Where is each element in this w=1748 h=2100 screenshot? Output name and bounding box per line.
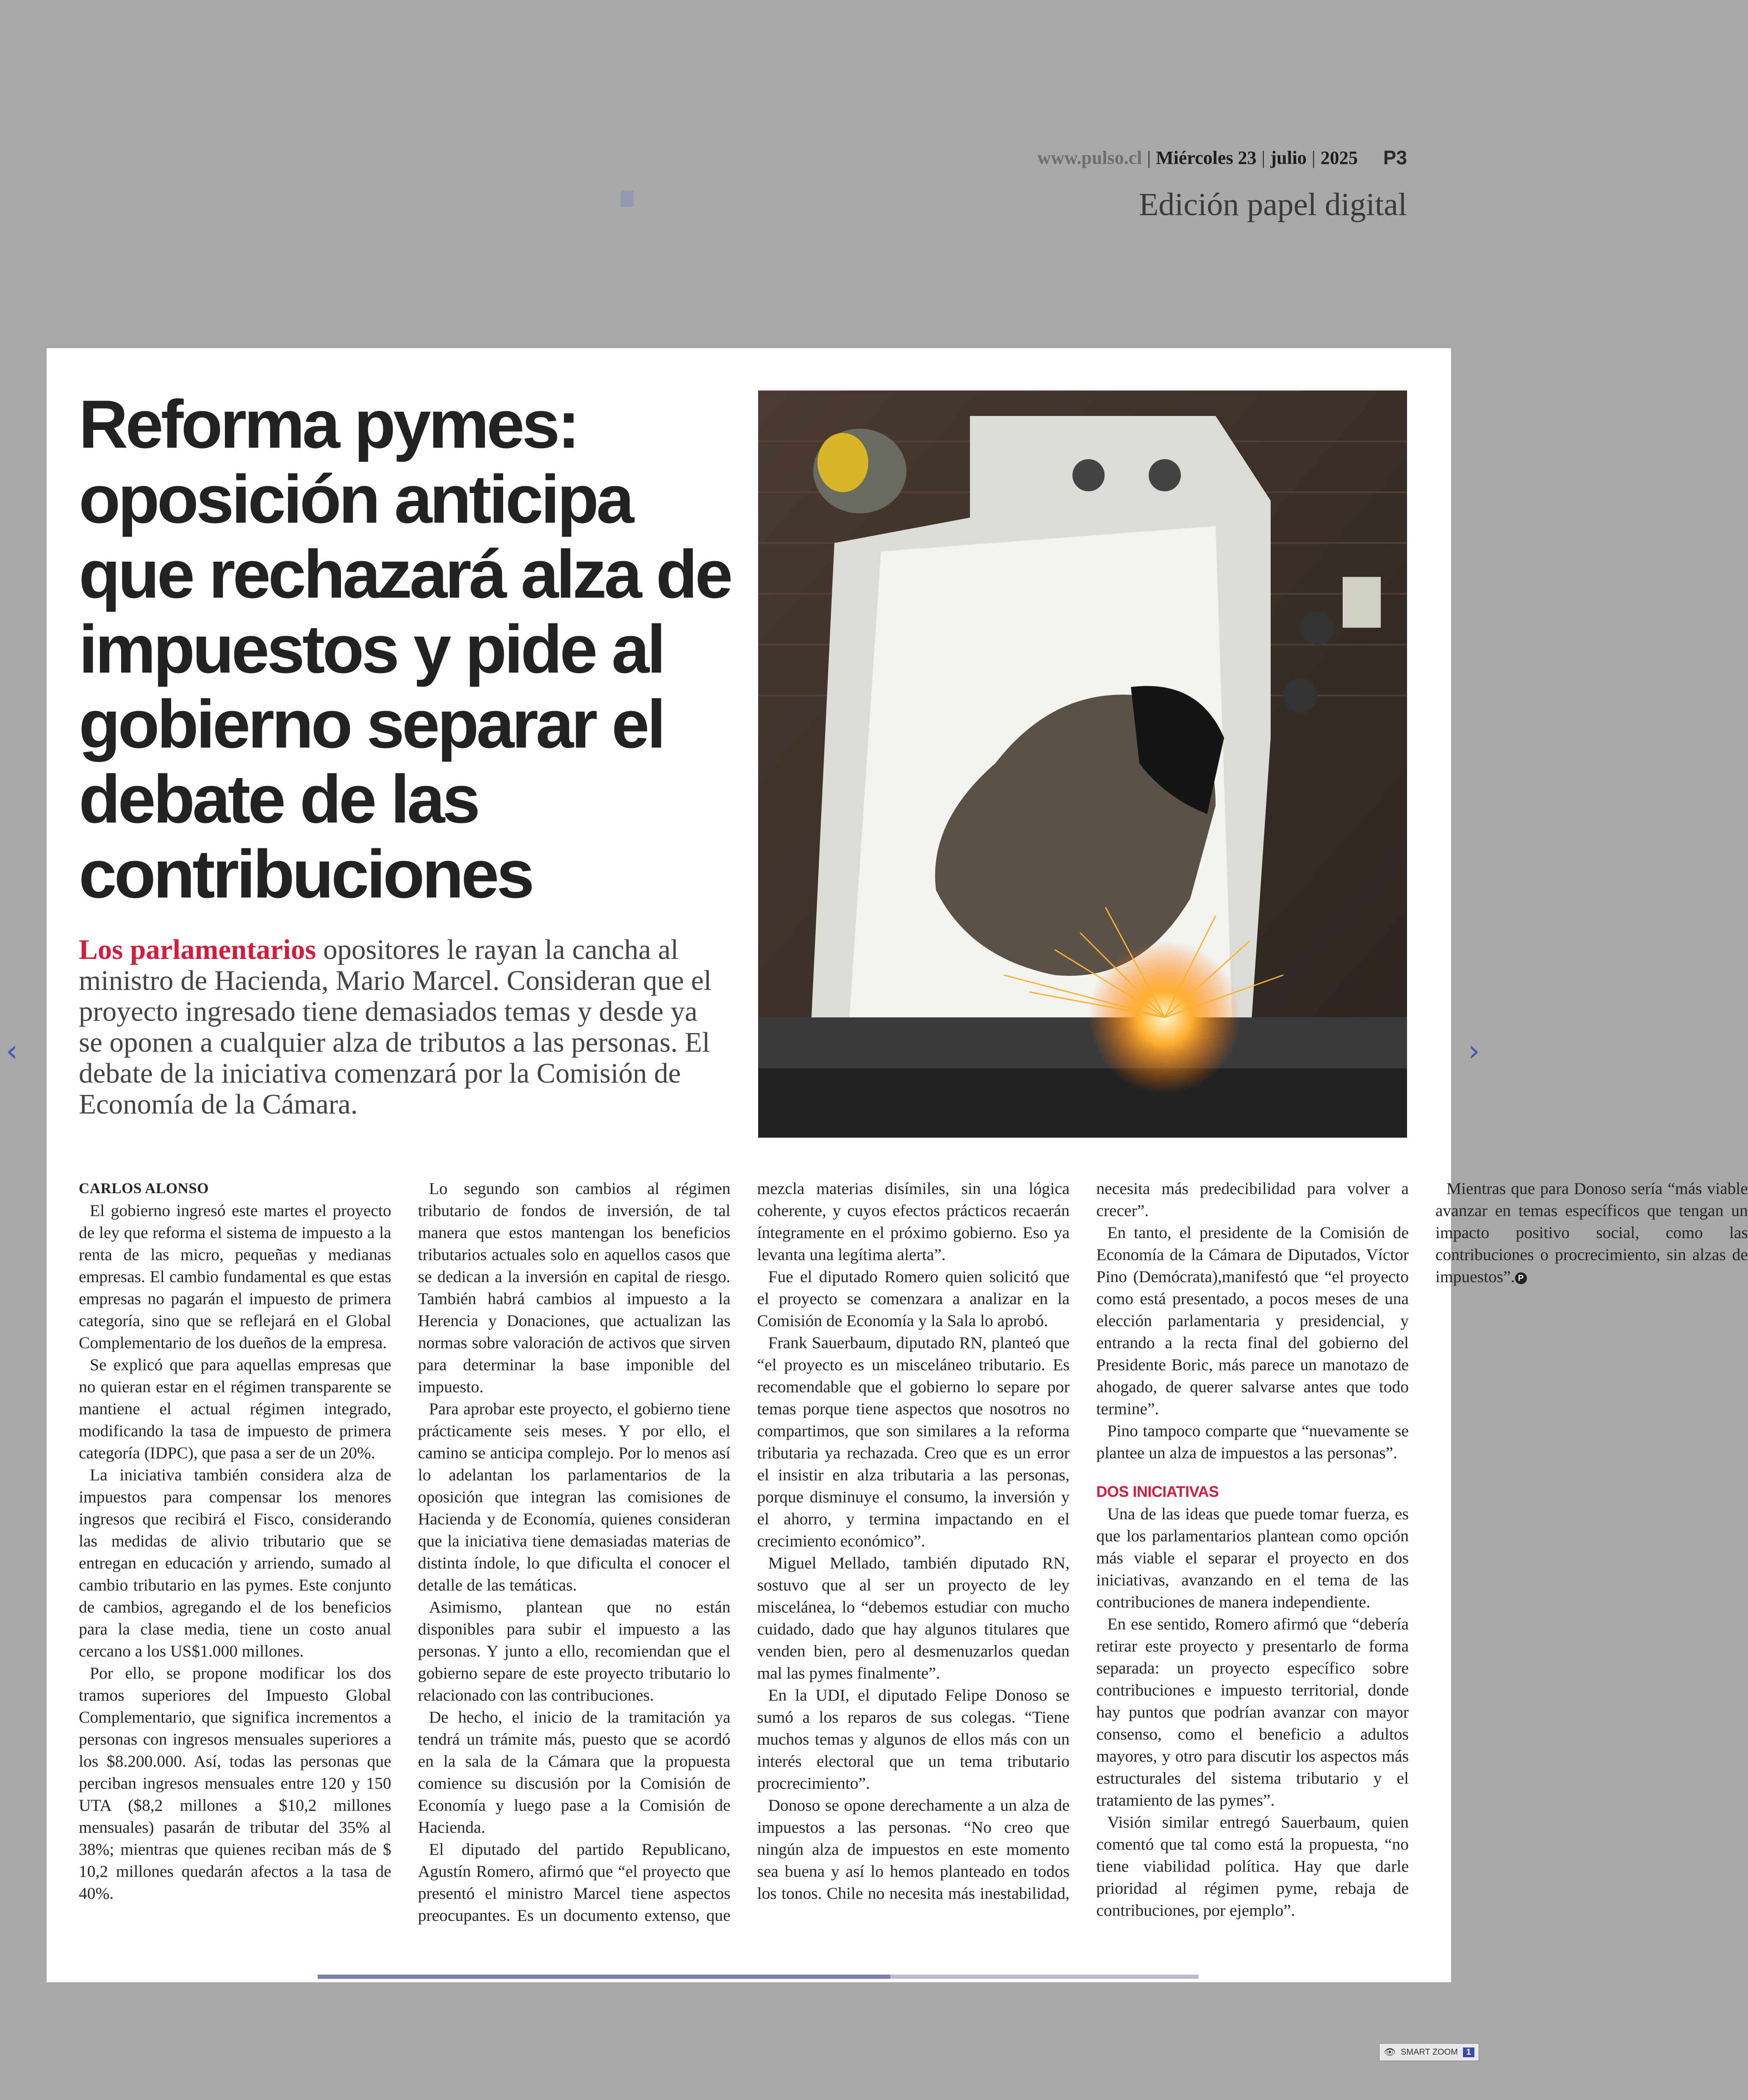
header-year: 2025 xyxy=(1320,147,1358,168)
bookmark-icon[interactable] xyxy=(621,191,634,207)
next-page-icon[interactable]: › xyxy=(1468,1033,1480,1068)
article-paragraph: Se explicó que para aquellas empresas que no quieran estar en el régimen transparente se mantiene el actual régimen integrado, modificando la tasa de impuesto de primera categoría (IDPC), que pasa a ser de un 20%. xyxy=(79,1355,391,1462)
article-paragraph: Pino tampoco comparte que “nuevamente se plantee un alza de impuestos a las personas”. xyxy=(1096,1421,1409,1462)
page-number: P3 xyxy=(1383,147,1407,169)
byline: CARLOS ALONSO xyxy=(79,1180,209,1197)
article-paragraph: Asimismo, plantean que no están disponibles para subir el impuesto a las personas. Y junto a ello, recomiendan que el gobierno separe de este proyecto tributario lo relacionado con las contribuciones. xyxy=(418,1598,731,1704)
article-paragraph: La iniciativa también considera alza de impuestos para compensar los menores ingresos que recibirá el Fisco, considerando las medidas de alivio tributario que se entregan en educación y arriendo, sumado al cambio tributario en las pymes. Este conjunto de cambios, agregando el de los beneficios para la clase media, tiene un costo anual cercano a los US$1.000 millones. xyxy=(79,1466,391,1660)
separator: | xyxy=(1311,147,1316,168)
article-paragraph: Miguel Mellado, también diputado RN, sostuvo que al ser un proyecto de ley miscelánea, lo “debemos estudiar con mucho cuidado, dado que hay algunos titulares que venden bien, pero al desmenuzarlos quedan mal las pymes finalmente”. xyxy=(757,1554,1070,1682)
page-header-line xyxy=(1037,146,1407,169)
reading-progress-fill xyxy=(318,1975,890,1979)
article-body xyxy=(79,1177,1748,1940)
article-headline: Reforma pymes: oposición anticipa que rechazará alza de impuestos y pide al gobierno separar el debate de las contribuciones xyxy=(79,386,731,912)
article-paragraph: Por ello, se propone modificar los dos tramos superiores del Impuesto Global Complementario, que significa incrementos a personas con ingresos mensuales superiores a los $8.200.000. Así, todas las personas que perciban ingresos mensuales entre 120 y 150 UTA ($8,2 millones a $10,2 millones mensuales) pasarán de tributar del 35% al 38%; mientras que quienes reciban más de $ 10,2 millones quedarán afectos a la tasa de 40%. xyxy=(79,1664,391,1903)
reading-progress-bar[interactable] xyxy=(318,1975,1199,1979)
edition-label: Edición papel digital xyxy=(1139,187,1407,222)
article-paragraph: Frank Sauerbaum, diputado RN, planteó que “el proyecto es un misceláneo tributario. Es recomendable que el gobierno lo separe por temas porque tiene aspectos que nosotros no compartimos, que son similares a la reforma tributaria ya rechazada. Creo que es un error el insistir en alza tributaria a las personas, porque disminuye el consumo, la inversión y el ahorro, y termina impactando en el crecimiento económico”. xyxy=(757,1333,1070,1550)
section-subhead: DOS INICIATIVAS xyxy=(1096,1483,1219,1500)
eye-icon: 👁 xyxy=(1384,2047,1396,2057)
lead-highlight: Los parlamentarios xyxy=(79,934,316,965)
smart-zoom-button[interactable] xyxy=(1379,2043,1479,2061)
article-paragraph: Visión similar entregó Sauerbaum, quien comentó que tal como está la propuesta, “no tiene viabilidad política. Hay que darle prioridad al régimen pyme, rebaja de contribuciones, por ejemplo”. xyxy=(1096,1813,1409,1920)
article-paragraph: En la UDI, el diputado Felipe Donoso se sumó a los reparos de sus colegas. “Tiene muchos temas y algunos de ellos más con un interés electoral que un tema tributario procrecimiento”. xyxy=(757,1686,1070,1792)
article-lead xyxy=(79,934,727,1120)
separator: | xyxy=(1261,147,1266,168)
article-paragraph: Donoso se opone derechamente a un alza de impuestos a las personas. “No creo que ningún alza de impuestos en este momento sea buena y así lo hemos planteado en todos los tonos. Chile no necesita más inestabilidad, necesita más predecibilidad para volver a crecer”. xyxy=(757,1179,1409,1903)
article-paragraph: El diputado del partido Republicano, Agustín Romero, afirmó que “el proyecto que presentó el ministro Marcel tiene aspectos preocupantes. Es un documento extenso, que mezcla materias disímiles, sin una lógica coherente, y cuyos efectos prácticos recaerán íntegramente en el próximo gobierno. Eso ya levanta una legítima alerta”. xyxy=(418,1179,1070,1925)
smart-zoom-label: SMART ZOOM xyxy=(1401,2047,1458,2057)
article-paragraph: En tanto, el presidente de la Comisión de Economía de la Cámara de Diputados, Víctor Pino (Demócrata),manifestó que “el proyecto como está presentado, a pocos meses de una elección parlamentaria y presidencial, y entrando a la recta final del gobierno del Presidente Boric, más parece un manotazo de ahogado, de querer salvarse antes que todo termine”. xyxy=(1096,1223,1409,1418)
last-paragraph-text: Mientras que para Donoso sería “más viable avanzar en temas específicos que tengan un impacto positivo social, como las contribuciones o procrecimiento, sin alzas de impuestos”. xyxy=(1435,1179,1748,1286)
site-url[interactable]: www.pulso.cl xyxy=(1037,147,1142,168)
header-month: julio xyxy=(1270,147,1307,168)
article-paragraph: Una de las ideas que puede tomar fuerza, es que los parlamentarios plantean como opción más viable el separar el proyecto en dos iniciativas, avanzando en el tema de las contribuciones de manera independiente. xyxy=(1096,1504,1409,1611)
article-paragraph: Lo segundo son cambios al régimen tributario de fondos de inversión, de tal manera que estos mantengan los beneficios tributarios actuales solo en aquellos casos que se dedican a la inversión en capital de riesgo. También habrá cambios al impuesto a la Herencia y Donaciones, que actualizan las normas sobre valoración de activos que sirven para determinar la base imponible del impuesto. xyxy=(418,1179,731,1396)
separator: | xyxy=(1147,147,1151,168)
previous-page-icon[interactable]: ‹ xyxy=(6,1033,18,1068)
article-paragraph: Para aprobar este proyecto, el gobierno tiene prácticamente seis meses. Y por ello, el camino se anticipa complejo. Por lo menos así lo adelantan los parlamentarios de la oposición que integran las comisiones de Hacienda y de Economía, quienes consideran que la iniciativa tiene demasiadas materias de distinta índole, lo que dificulta el conocer el detalle de las temáticas. xyxy=(418,1399,731,1594)
article-paragraph: De hecho, el inicio de la tramitación ya tendrá un trámite más, puesto que se acordó en la sala de la Cámara que la propuesta comience su discusión por la Comisión de Economía y luego pase a la Comisión de Hacienda. xyxy=(418,1708,731,1837)
lead-text: opositores le rayan la cancha al ministro de Hacienda, Mario Marcel. Consideran que el proyecto ingresado tiene demasiados temas y desde ya se oponen a cualquier alza de tributos a las personas. El debate de la iniciativa comenzará por la Comisión de Economía de la Cámara. xyxy=(79,934,712,1120)
article-paragraph: En ese sentido, Romero afirmó que “debería retirar este proyecto y presentarlo de forma separada: un proyecto específico sobre contribuciones e impuesto territorial, donde hay puntos que podrían avanzar con mayor consenso, como el beneficio a adultos mayores, y otro para discutir los aspectos más estructurales del sistema tributario y el tratamiento de las pymes”. xyxy=(1096,1615,1409,1809)
welder-photo xyxy=(758,391,1407,1138)
article-paragraph: El gobierno ingresó este martes el proyecto de ley que reforma el sistema de impuesto a la renta de las micro, pequeñas y medianas empresas. El cambio fundamental es que estas empresas no pagarán el impuesto de primera categoría, sino que se reflejará en el Global Complementario de los dueños de la empresa. xyxy=(79,1201,391,1352)
article-paragraph-last xyxy=(1435,1177,1748,1288)
header-date: Miércoles 23 xyxy=(1156,147,1257,168)
newspaper-page xyxy=(47,348,1748,1982)
smart-zoom-value: 1 xyxy=(1463,2047,1474,2057)
end-mark-icon: P xyxy=(1515,1272,1527,1284)
article-paragraph: Fue el diputado Romero quien solicitó que el proyecto se comenzara a analizar en la Comisión de Economía y la Sala lo aprobó. xyxy=(757,1267,1070,1330)
